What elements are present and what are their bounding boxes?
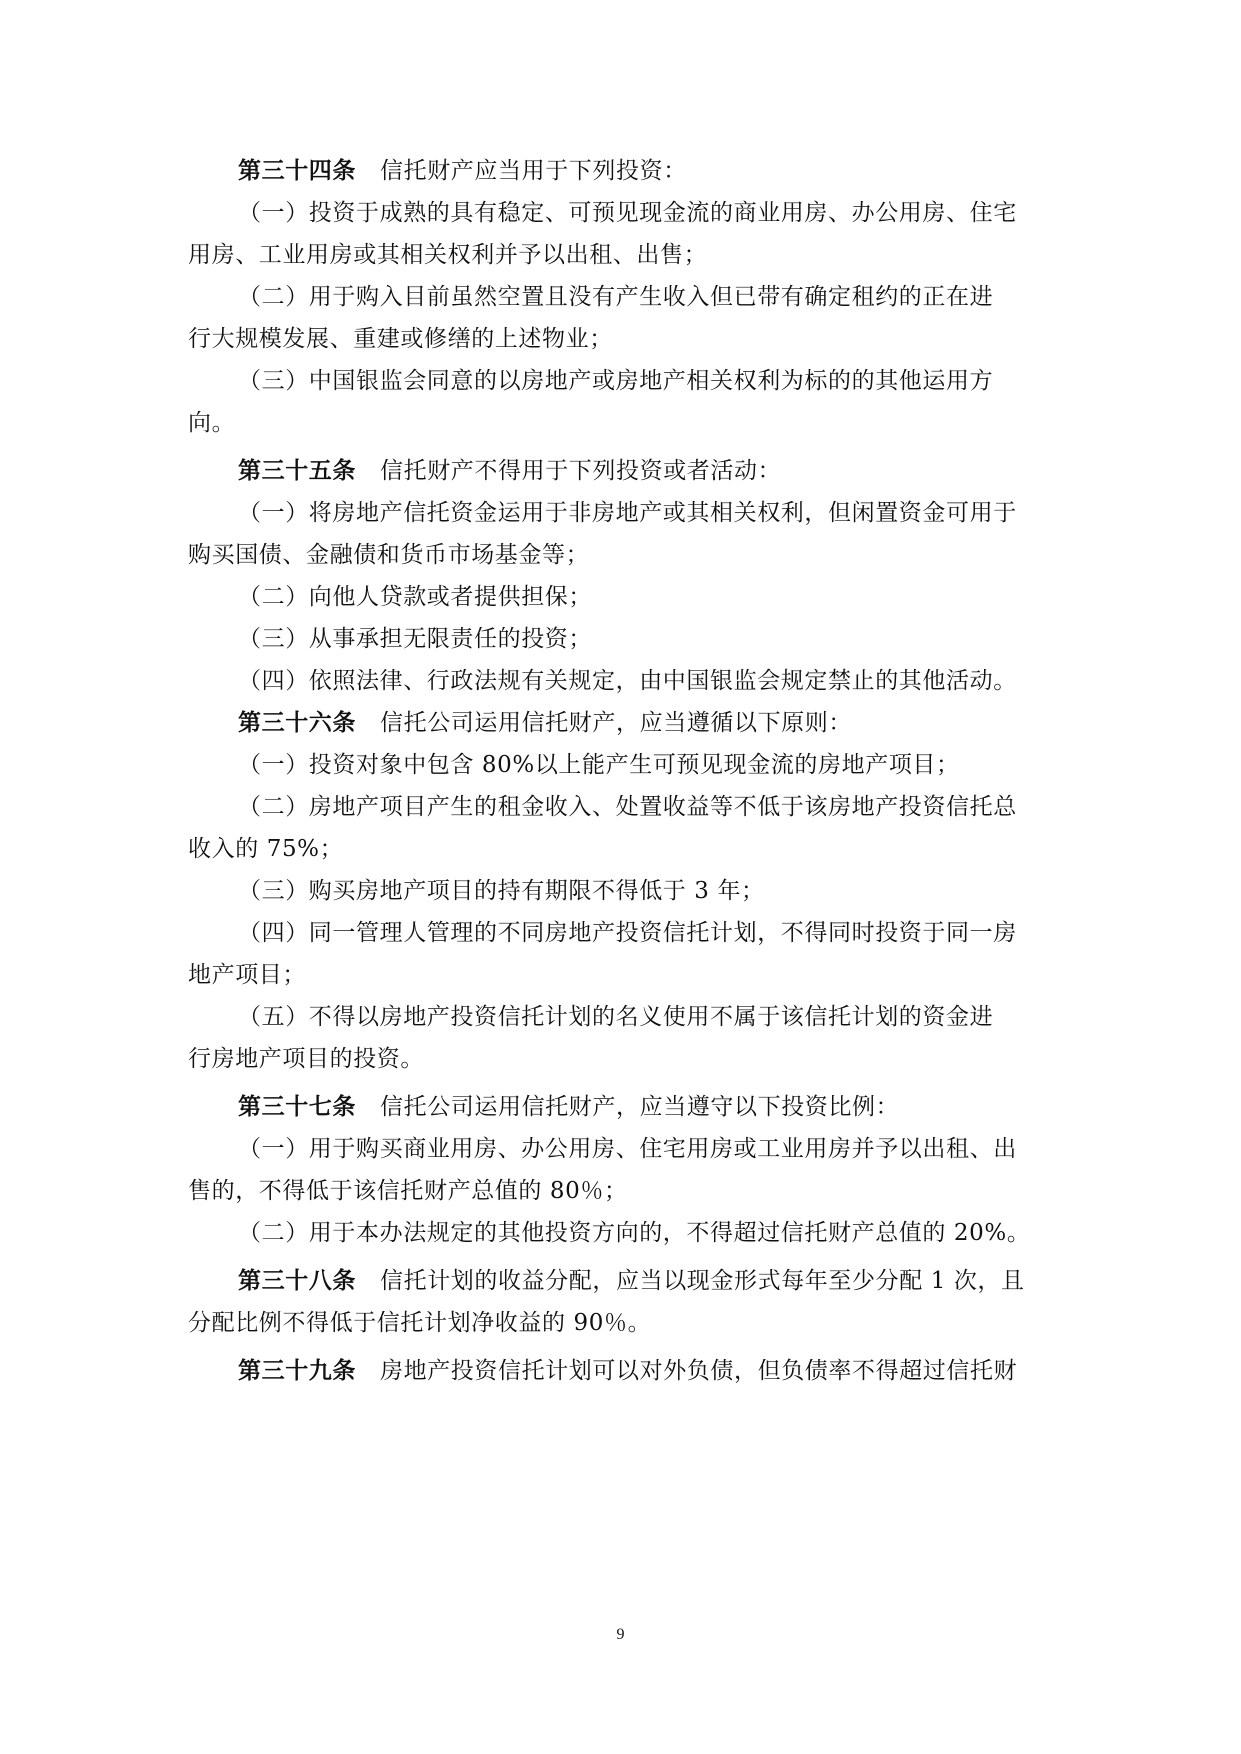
article-36-item-4-cont: 地产项目；	[188, 962, 306, 988]
article-number: 第三十六条	[238, 709, 356, 736]
document-body	[188, 150, 1068, 1392]
article-36-item-5-cont: 行房地产项目的投资。	[188, 1046, 424, 1072]
article-34-item-3-cont: 向。	[188, 410, 236, 436]
article-35-heading	[188, 450, 1068, 492]
article-36-item-2-cont: 收入的 75%；	[188, 836, 344, 862]
article-number: 第三十七条	[238, 1093, 356, 1120]
article-38-heading	[188, 1260, 1068, 1302]
article-34-heading	[188, 150, 1068, 192]
article-36-item-3: （三）购买房地产项目的持有期限不得低于 3 年；	[238, 878, 765, 904]
article-35-item-1: （一）将房地产信托资金运用于非房地产或其相关权利，但闲置资金可用于	[238, 500, 1017, 526]
article-number: 第三十八条	[238, 1267, 356, 1294]
article-number: 第三十五条	[238, 457, 356, 484]
article-36-item-4: （四）同一管理人管理的不同房地产投资信托计划，不得同时投资于同一房	[238, 920, 1017, 946]
page-number: 9	[616, 1626, 625, 1643]
article-text: 信托计划的收益分配，应当以现金形式每年至少分配 1 次，且	[380, 1268, 1025, 1294]
article-36-item-2: （二）房地产项目产生的租金收入、处置收益等不低于该房地产投资信托总	[238, 794, 1017, 820]
article-37-item-1: （一）用于购买商业用房、办公用房、住宅用房或工业用房并予以出租、出	[238, 1136, 1017, 1162]
article-34-item-1: （一）投资于成熟的具有稳定、可预见现金流的商业用房、办公用房、住宅	[238, 200, 1017, 226]
article-36-heading	[188, 702, 1068, 744]
article-text: 信托财产不得用于下列投资或者活动：	[380, 458, 782, 484]
article-35-item-4: （四）依照法律、行政法规有关规定，由中国银监会规定禁止的其他活动。	[238, 668, 1017, 694]
article-38-cont: 分配比例不得低于信托计划净收益的 90％。	[188, 1310, 652, 1336]
article-34-item-2: （二）用于购入目前虽然空置且没有产生收入但已带有确定租约的正在进	[238, 284, 994, 310]
article-35-item-1-cont: 购买国债、金融债和货币市场基金等；	[188, 542, 590, 568]
article-34-item-2-cont: 行大规模发展、重建或修缮的上述物业；	[188, 326, 613, 352]
article-35-item-3: （三）从事承担无限责任的投资；	[238, 626, 592, 652]
article-text: 信托公司运用信托财产，应当遵守以下投资比例：	[380, 1094, 900, 1120]
article-text: 信托公司运用信托财产，应当遵循以下原则：	[380, 710, 852, 736]
article-39-heading	[188, 1350, 1068, 1392]
article-number: 第三十四条	[238, 157, 356, 184]
article-37-item-1-cont: 售的，不得低于该信托财产总值的 80％；	[188, 1178, 628, 1204]
article-text: 房地产投资信托计划可以对外负债，但负债率不得超过信托财	[380, 1358, 1018, 1384]
article-36-item-5: （五）不得以房地产投资信托计划的名义使用不属于该信托计划的资金进	[238, 1004, 994, 1030]
article-text: 信托财产应当用于下列投资：	[380, 158, 687, 184]
article-34-item-1-cont: 用房、工业用房或其相关权利并予以出租、出售；	[188, 242, 708, 268]
article-36-item-1: （一）投资对象中包含 80%以上能产生可预见现金流的房地产项目；	[238, 752, 960, 778]
article-37-heading	[188, 1086, 1068, 1128]
article-34-item-3: （三）中国银监会同意的以房地产或房地产相关权利为标的的其他运用方	[238, 368, 994, 394]
article-35-item-2: （二）向他人贷款或者提供担保；	[238, 584, 592, 610]
article-number: 第三十九条	[238, 1357, 356, 1384]
article-37-item-2: （二）用于本办法规定的其他投资方向的，不得超过信托财产总值的 20%。	[238, 1220, 1031, 1246]
